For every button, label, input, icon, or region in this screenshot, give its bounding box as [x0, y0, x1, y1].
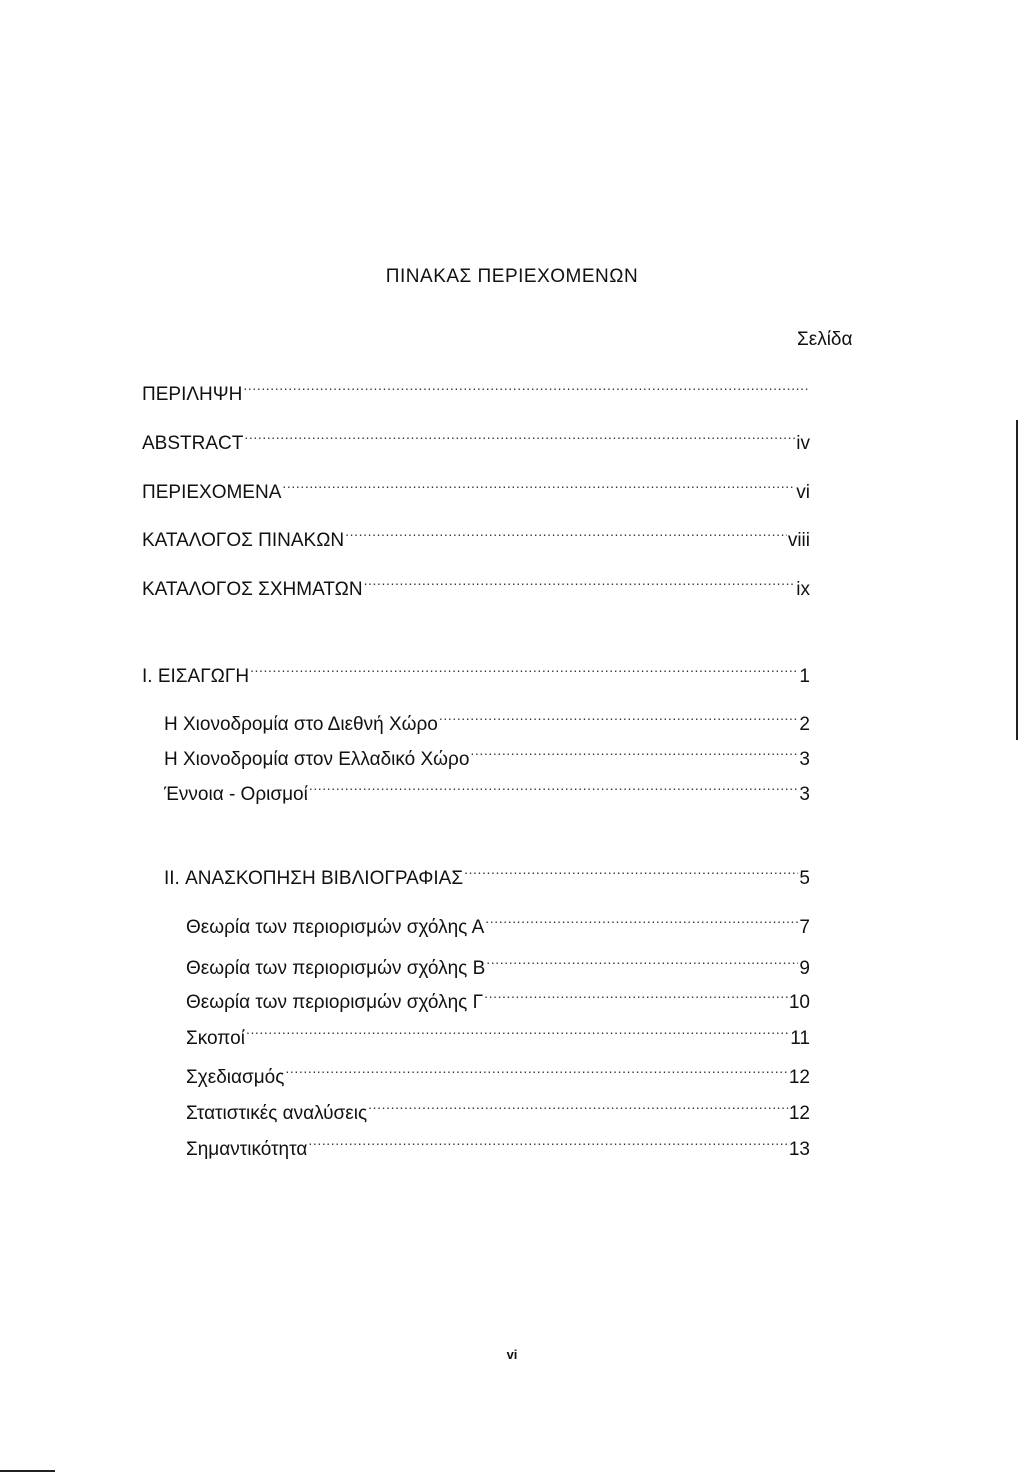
dot-leader — [345, 522, 787, 546]
toc-entry-page: viii — [787, 530, 810, 551]
toc-entry-label: Θεωρία των περιορισμών σχόλης Β — [186, 958, 486, 979]
toc-entry-chapter-1 — [142, 658, 810, 689]
toc-entry-page: 12 — [788, 1067, 810, 1088]
toc-entry-section — [186, 909, 810, 940]
dot-leader — [470, 741, 798, 765]
toc-entry-label: Σκοποί — [186, 1028, 245, 1049]
toc-entry-section — [164, 776, 810, 807]
dot-leader — [243, 376, 809, 400]
toc-entry-label: Η Χιονοδρομία στο Διεθνή Χώρο — [164, 714, 438, 735]
toc-entry-page: 12 — [788, 1103, 810, 1124]
dot-leader — [484, 984, 788, 1008]
toc-entry-label: II. ΑΝΑΣΚΟΠΗΣΗ ΒΙΒΛΙΟΓΡΑΦΙΑΣ — [164, 868, 464, 889]
page-column-label: Σελίδα — [797, 329, 853, 350]
toc-entry-section — [186, 950, 810, 981]
dot-leader — [439, 706, 799, 730]
toc-entry-label: ΚΑΤΑΛΟΓΟΣ ΣΧΗΜΑΤΩΝ — [142, 579, 363, 600]
toc-entry-section — [164, 706, 810, 737]
toc-entry-page: 11 — [790, 1028, 810, 1049]
dot-leader — [464, 860, 798, 884]
toc-entry-list-of-tables — [142, 522, 810, 553]
toc-entry-label: Σημαντικότητα — [186, 1139, 308, 1160]
scan-edge-mark — [0, 1470, 55, 1472]
dot-leader — [282, 474, 795, 498]
toc-entry-label: ABSTRACT — [142, 433, 244, 454]
toc-entry-label: Θεωρία των περιορισμών σχόλης Γ — [186, 992, 484, 1013]
toc-entry-list-of-figures — [142, 571, 810, 602]
toc-entry-contents — [142, 474, 810, 505]
toc-entry-page: 1 — [799, 666, 810, 687]
toc-entry-page: 5 — [799, 868, 810, 889]
toc-entry-page: vi — [796, 482, 810, 503]
toc-entry-section — [186, 1095, 810, 1126]
dot-leader — [364, 571, 796, 595]
footer-page-number: vi — [506, 1347, 518, 1362]
toc-entry-section — [186, 1059, 810, 1090]
dot-leader — [250, 658, 798, 682]
toc-entry-label: Έννοια - Ορισμοί — [164, 784, 308, 805]
dot-leader — [244, 425, 795, 449]
toc-entry-page: 13 — [788, 1139, 810, 1160]
toc-entry-page: 2 — [799, 714, 810, 735]
scan-edge-line — [1016, 420, 1018, 740]
toc-entry-page: 10 — [788, 992, 810, 1013]
toc-entry-page: 3 — [799, 784, 810, 805]
dot-leader — [246, 1020, 789, 1044]
toc-entry-section — [186, 1131, 810, 1162]
toc-entry-label: Σχεδιασμός — [186, 1067, 285, 1088]
toc-entry-label: ΚΑΤΑΛΟΓΟΣ ΠΙΝΑΚΩΝ — [142, 530, 345, 551]
dot-leader — [485, 909, 798, 933]
toc-entry-label: Θεωρία των περιορισμών σχόλης Α — [186, 917, 485, 938]
dot-leader — [285, 1059, 787, 1083]
toc-entry-label: ΠΕΡΙΛΗΨΗ — [142, 384, 243, 405]
toc-entry-label: Ι. ΕΙΣΑΓΩΓΗ — [142, 666, 250, 687]
dot-leader — [309, 776, 799, 800]
toc-title: ΠΙΝΑΚΑΣ ΠΕΡΙΕΧΟΜΕΝΩΝ — [385, 266, 639, 287]
toc-entry-page: 3 — [799, 749, 810, 770]
toc-entry-chapter-2 — [164, 860, 810, 891]
toc-entry-page: 9 — [799, 958, 810, 979]
toc-entry-section — [186, 984, 810, 1015]
toc-entry-page: iv — [796, 433, 810, 454]
toc-entry-label: ΠΕΡΙΕΧΟΜΕΝΑ — [142, 482, 282, 503]
toc-entry-page: 7 — [799, 917, 810, 938]
toc-entry-label: Η Χιονοδρομία στον Ελλαδικό Χώρο — [164, 749, 470, 770]
dot-leader — [308, 1131, 788, 1155]
toc-entry-label: Στατιστικές αναλύσεις — [186, 1103, 368, 1124]
toc-entry-page: ix — [796, 579, 810, 600]
dot-leader — [486, 950, 798, 974]
toc-entry-abstract — [142, 425, 810, 456]
toc-entry-summary — [142, 376, 810, 407]
toc-entry-section — [164, 741, 810, 772]
dot-leader — [368, 1095, 788, 1119]
toc-entry-section — [186, 1020, 810, 1051]
